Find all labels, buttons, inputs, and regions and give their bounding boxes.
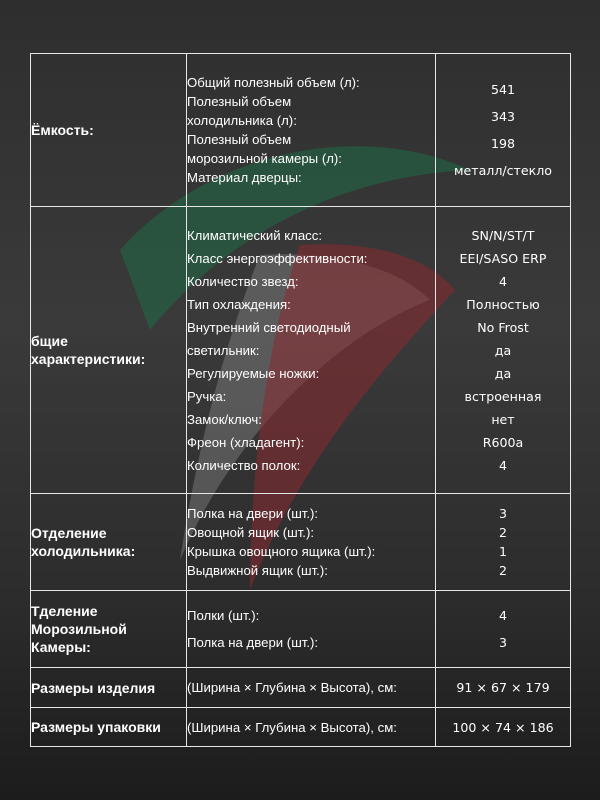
product-size-value: 91 × 67 × 179	[436, 668, 571, 708]
product-size-label: (Ширина × Глубина × Высота), см:	[187, 668, 436, 708]
package-size-value: 100 × 74 × 186	[436, 708, 571, 747]
section-title-capacity: Ёмкость:	[31, 54, 187, 207]
table-row-fridge	[31, 494, 571, 591]
general-labels: Климатический класс: Класс энергоэффективности: Количество звезд: Тип охлаждения: Внутренний светодиодный светильник: Регулируемые ножки: Ручка: Замок/ключ: Фреон (хладагент): Количество полок:	[187, 207, 436, 494]
section-title-freezer: Тделение Морозильной Камеры:	[31, 591, 187, 668]
specs-table	[30, 53, 571, 747]
freezer-values: 4 3	[436, 591, 571, 668]
package-size-label: (Ширина × Глубина × Высота), см:	[187, 708, 436, 747]
section-title-product-size: Размеры изделия	[31, 668, 187, 708]
section-title-general: бщие характеристики:	[31, 207, 187, 494]
general-values: SN/N/ST/T EEI/SASO ERP 4 Полностью No Frost да да встроенная нет R600a 4	[436, 207, 571, 494]
fridge-values: 3 2 1 2	[436, 494, 571, 591]
section-title-fridge: Отделение холодильника:	[31, 494, 187, 591]
table-row-general	[31, 207, 571, 494]
section-title-package-size: Размеры упаковки	[31, 708, 187, 747]
freezer-labels: Полки (шт.): Полка на двери (шт.):	[187, 591, 436, 668]
table-row-capacity	[31, 54, 571, 207]
table-row-freezer	[31, 591, 571, 668]
table-row-package-size	[31, 708, 571, 747]
capacity-values: 541 343 198 металл/стекло	[436, 54, 571, 207]
table-row-product-size	[31, 668, 571, 708]
capacity-labels: Общий полезный объем (л): Полезный объем холодильника (л): Полезный объем морозильной камеры (л): Материал дверцы:	[187, 54, 436, 207]
fridge-labels: Полка на двери (шт.): Овощной ящик (шт.): Крышка овощного ящика (шт.): Выдвижной ящик (шт.):	[187, 494, 436, 591]
